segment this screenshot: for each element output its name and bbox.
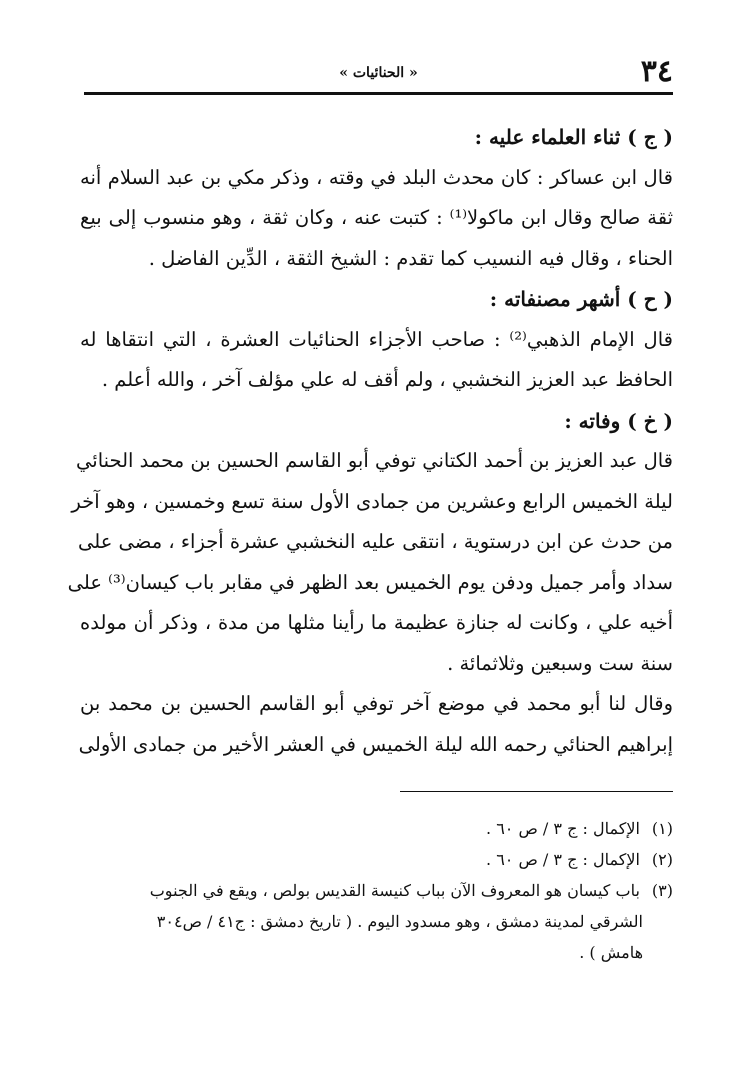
text-line: سداد وأمر جميل ودفن يوم الخميس بعد الظهر في مقابر باب كيسان⁽³⁾ على [67, 570, 673, 594]
text-line: من حدث عن ابن درستوية ، انتقى عليه النخشبي عشرة أجزاء ، مضى على [78, 530, 673, 553]
footnote-number: (٣) [651, 881, 673, 900]
footnote-number: (١) [651, 819, 673, 838]
text-line: ثقة صالح وقال ابن ماكولا⁽¹⁾ : كتبت عنه ، وكان ثقة ، وهو منسوب إلى بيع [80, 206, 673, 229]
footnote-3-continuation: هامش ) . [579, 943, 643, 962]
text-line: قال عبد العزيز بن أحمد الكتاني توفي أبو القاسم الحسين بن محمد الحنائي [76, 449, 673, 472]
text-line: سنة ست وسبعين وثلاثمائة . [447, 651, 673, 675]
text-line: أخيه علي ، وكانت له جنازة عظيمة ما رأينا مثلها من مدة ، وذكر أن مولده [80, 611, 673, 634]
text-line: إبراهيم الحنائي رحمه الله ليلة الخميس في العشر الأخير من جمادى الأولى [78, 732, 673, 756]
text-line: ليلة الخميس الرابع وعشرين من جمادى الأول سنة تسع وخمسين ، وهو آخر [71, 489, 673, 513]
text-line: الحافظ عبد العزيز النخشبي ، ولم أقف له علي مؤلف آخر ، والله أعلم . [101, 368, 673, 391]
text-line: الحناء ، وقال فيه النسيب كما تقدم : الشيخ الثقة ، الدِّين الفاضل . [148, 246, 673, 270]
text-line: وقال لنا أبو محمد في موضع آخر توفي أبو القاسم الحسين بن محمد بن [80, 692, 673, 715]
footnote-3 [72, 875, 673, 906]
body-text [67, 117, 673, 765]
footnote-1 [72, 813, 673, 844]
footnote-text: الإكمال : ج ٣ / ص ٦٠ . [486, 819, 640, 838]
running-head: « الحنائيات » [339, 65, 418, 81]
footnote-number: (٢) [651, 850, 673, 869]
text-line: قال ابن عساكر : كان محدث البلد في وقته ، وذكر مكي بن عبد السلام أنه [80, 165, 673, 189]
text-line: قال الإمام الذهبي⁽²⁾ : صاحب الأجزاء الحنائيات العشرة ، التي انتقاها له [80, 327, 673, 351]
section-heading-praise: ( ج ) ثناء العلماء عليه : [474, 125, 673, 149]
footnote-3-continuation: الشرقي لمدينة دمشق ، وهو مسدود اليوم . ( تاريخ دمشق : ج٤١ / ص٣٠٤ [156, 912, 643, 931]
header-rule [84, 92, 673, 95]
footnote-2 [72, 844, 673, 875]
page-header [84, 55, 673, 89]
footnote-text: الإكمال : ج ٣ / ص ٦٠ . [486, 850, 640, 869]
section-heading-death: ( خ ) وفاته : [564, 408, 673, 433]
footnote-rule [400, 791, 673, 792]
section-heading-works: ( ح ) أشهر مصنفاته : [489, 287, 673, 311]
footnote-text: باب كيسان هو المعروف الآن بباب كنيسة القديس بولص ، ويقع في الجنوب [149, 881, 640, 900]
footnotes [72, 813, 673, 968]
page-number: ٣٤ [640, 54, 673, 89]
